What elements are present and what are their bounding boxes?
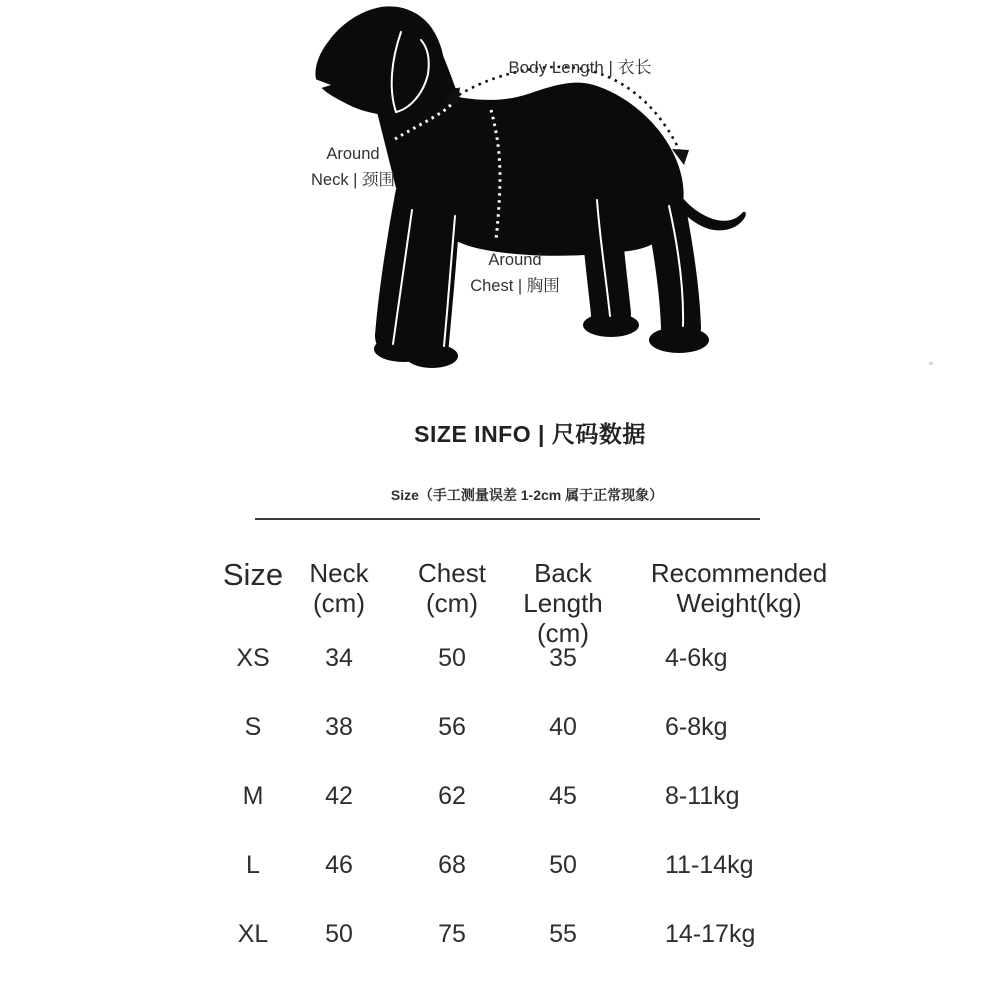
cell-neck: 38 (325, 713, 353, 741)
header-recommended-weight-line2: Weight(kg) (676, 588, 802, 618)
header-recommended-weight-line1: Recommended (650, 558, 828, 588)
around-chest-label (470, 247, 560, 299)
table-row (0, 921, 1000, 951)
cell-back-length: 40 (549, 713, 577, 741)
cell-size: XS (236, 644, 270, 672)
cell-weight: 11-14kg (665, 851, 754, 879)
cell-size: M (242, 782, 264, 810)
table-header-row (0, 557, 1000, 648)
cell-size: XL (237, 920, 269, 948)
table-row (0, 645, 1000, 675)
cell-chest: 75 (438, 920, 466, 948)
header-back-length (503, 558, 623, 648)
header-size-line1: Size (222, 557, 284, 592)
cell-neck: 50 (325, 920, 353, 948)
header-neck-line1: Neck (309, 558, 369, 588)
cell-neck: 34 (325, 644, 353, 672)
page-title: SIZE INFO | 尺码数据 (414, 421, 646, 447)
cell-chest: 62 (438, 782, 466, 810)
table-row (0, 852, 1000, 882)
cell-weight: 4-6kg (665, 644, 728, 672)
header-chest (402, 558, 502, 618)
image-artifact-speck (929, 362, 933, 365)
header-neck (289, 558, 389, 618)
cell-chest: 68 (438, 851, 466, 879)
measurement-note: Size（手工测量误差 1-2cm 属于正常现象） (390, 487, 664, 503)
cell-back-length: 50 (549, 851, 577, 879)
cell-chest: 56 (438, 713, 466, 741)
table-row (0, 783, 1000, 813)
header-back-length-line2: (cm) (537, 618, 589, 648)
cell-weight: 6-8kg (665, 713, 728, 741)
header-size (203, 558, 303, 592)
header-chest-line2: (cm) (426, 588, 478, 618)
cell-back-length: 35 (549, 644, 577, 672)
table-row (0, 714, 1000, 744)
header-chest-line1: Chest (418, 558, 486, 588)
around-chest-label-line1: Around (488, 251, 542, 269)
body-length-label: Body Length | 衣长 (508, 58, 652, 77)
cell-back-length: 55 (549, 920, 577, 948)
cell-size: L (246, 851, 260, 879)
cell-back-length: 45 (549, 782, 577, 810)
cell-weight: 14-17kg (665, 920, 756, 948)
cell-neck: 46 (325, 851, 353, 879)
around-chest-label-line2: Chest | 胸围 (470, 277, 560, 295)
around-neck-label-line1: Around (326, 145, 380, 163)
header-neck-line2: (cm) (313, 588, 365, 618)
around-neck-label (311, 141, 395, 193)
cell-size: S (244, 713, 262, 741)
cell-neck: 42 (325, 782, 353, 810)
header-back-length-line1: Back Length (523, 558, 603, 618)
cell-chest: 50 (438, 644, 466, 672)
header-recommended-weight (641, 558, 837, 618)
around-neck-label-line2: Neck | 颈围 (310, 171, 396, 189)
divider-line (255, 518, 760, 520)
cell-weight: 8-11kg (665, 782, 740, 810)
